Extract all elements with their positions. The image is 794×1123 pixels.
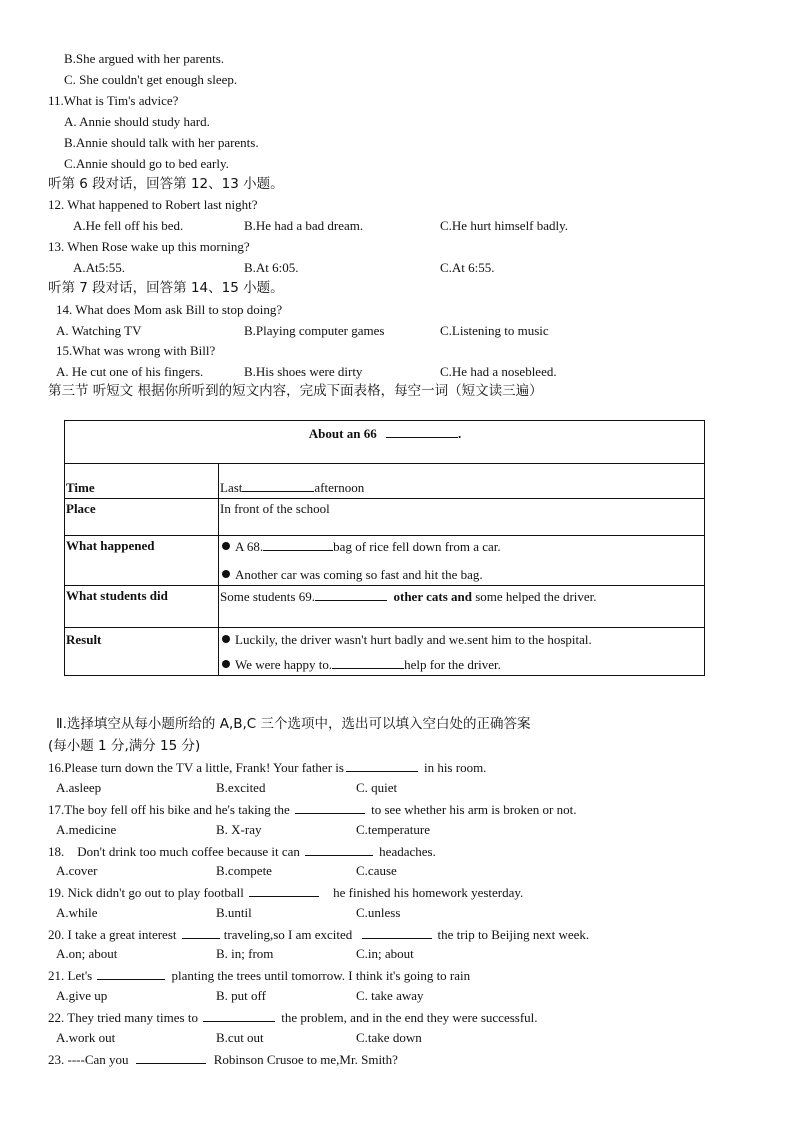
q16-stem: 16.Please turn down the TV a little, Frank! Your father is in his room. — [48, 760, 487, 775]
q18-blank[interactable] — [305, 843, 373, 856]
q14-option-b: B.Playing computer games — [244, 323, 385, 338]
q14-option-a: A. Watching TV — [56, 323, 142, 338]
q13-option-c: C.At 6:55. — [440, 260, 495, 275]
time-label: Time — [65, 464, 219, 499]
q14-option-c: C.Listening to music — [440, 323, 549, 338]
q17-option-b: B. X-ray — [216, 822, 262, 837]
q16-option-b: B.excited — [216, 780, 266, 795]
q17-option-a: A.medicine — [56, 822, 117, 837]
q12-option-b: B.He had a bad dream. — [244, 218, 364, 233]
q10-option-b: B.She argued with her parents. — [64, 51, 225, 66]
table-title: About an 66 . — [65, 421, 705, 464]
q23-stem: 23. ----Can you Robinson Crusoe to me,Mr. Smith? — [48, 1052, 398, 1067]
q15-stem: 15.What was wrong with Bill? — [56, 343, 216, 358]
place-label: Place — [65, 499, 219, 536]
q11-option-b: B.Annie should talk with her parents. — [64, 135, 259, 150]
q21-option-b: B. put off — [216, 988, 266, 1003]
q19-stem: 19. Nick didn't go out to play football he finished his homework yesterday. — [48, 885, 524, 900]
blank-66[interactable] — [386, 425, 458, 438]
q22-option-a: A.work out — [56, 1030, 116, 1045]
bullet-icon — [222, 570, 230, 578]
q16-option-c: C. quiet — [356, 780, 398, 795]
q19-option-b: B.until — [216, 905, 252, 920]
q20-blank-1[interactable] — [182, 926, 220, 939]
q17-option-c: C.temperature — [356, 822, 430, 837]
q20-option-a: A.on; about — [56, 946, 118, 961]
table-row-happened — [65, 536, 705, 586]
q22-blank[interactable] — [203, 1009, 275, 1022]
q20-option-b: B. in; from — [216, 946, 274, 961]
listening-table — [64, 420, 705, 676]
q13-option-a: A.At5:55. — [73, 260, 125, 275]
q19-option-a: A.while — [56, 905, 98, 920]
q17-blank[interactable] — [295, 801, 365, 814]
table-title-row — [65, 421, 705, 464]
q19-option-c: C.unless — [356, 905, 401, 920]
blank-67[interactable] — [242, 479, 314, 492]
q14-stem: 14. What does Mom ask Bill to stop doing? — [56, 302, 283, 317]
blank-68[interactable] — [263, 538, 333, 551]
q20-option-c: C.in; about — [356, 946, 414, 961]
section-7-instruction: 听第 7 段对话，回答第 14、15 小题。 — [48, 280, 284, 296]
q11-option-a: A. Annie should study hard. — [64, 114, 210, 129]
happened-value: A 68. bag of rice fell down from a car. Another car was coming so fast and hit the bag. — [219, 536, 705, 586]
q11-option-c: C.Annie should go to bed early. — [64, 156, 229, 171]
bullet-icon — [222, 635, 230, 643]
students-value: Some students 69. other cats and some helped the driver. — [219, 586, 705, 628]
q22-option-b: B.cut out — [216, 1030, 264, 1045]
q12-option-c: C.He hurt himself badly. — [440, 218, 569, 233]
q15-option-c: C.He had a nosebleed. — [440, 364, 557, 379]
table-row-result — [65, 628, 705, 676]
q21-blank[interactable] — [97, 967, 165, 980]
q18-option-a: A.cover — [56, 863, 98, 878]
bullet-icon — [222, 660, 230, 668]
table-title-text: About an 66 — [308, 426, 377, 441]
q20-blank-2[interactable] — [362, 926, 432, 939]
q16-option-a: A.asleep — [56, 780, 102, 795]
q15-option-b: B.His shoes were dirty — [244, 364, 363, 379]
q10-option-c: C. She couldn't get enough sleep. — [64, 72, 238, 87]
part2-note: (每小题 1 分,满分 15 分) — [48, 738, 201, 754]
blank-70[interactable] — [332, 656, 404, 669]
q21-option-a: A.give up — [56, 988, 108, 1003]
table-row-place — [65, 499, 705, 536]
q12-stem: 12. What happened to Robert last night? — [48, 197, 258, 212]
students-label: What students did — [65, 586, 219, 628]
q13-stem: 13. When Rose wake up this morning? — [48, 239, 250, 254]
q19-blank[interactable] — [249, 884, 319, 897]
blank-69[interactable] — [315, 588, 387, 601]
q20-stem: 20. I take a great interest traveling,so I am excited the trip to Beijing next week. — [48, 927, 590, 942]
q16-blank[interactable] — [346, 759, 418, 772]
q12-option-a: A.He fell off his bed. — [73, 218, 184, 233]
time-value: Last afternoon — [219, 464, 705, 499]
table-row-students — [65, 586, 705, 628]
q21-stem: 21. Let's planting the trees until tomorrow. I think it's going to rain — [48, 968, 471, 983]
happened-label: What happened — [65, 536, 219, 586]
q22-option-c: C.take down — [356, 1030, 422, 1045]
q18-stem: 18. Don't drink too much coffee because it can headaches. — [48, 844, 436, 859]
q13-option-b: B.At 6:05. — [244, 260, 299, 275]
table-row-time — [65, 464, 705, 499]
part2-heading: Ⅱ.选择填空从每小题所给的 A,B,C 三个选项中，选出可以填入空白处的正确答案 — [56, 716, 531, 732]
place-value: In front of the school — [219, 499, 705, 536]
q18-option-b: B.compete — [216, 863, 272, 878]
result-value: Luckily, the driver wasn't hurt badly and we.sent him to the hospital. We were happy to. help for the driver. — [219, 628, 705, 676]
part3-heading: 第三节 听短文 根据你所听到的短文内容，完成下面表格，每空一词（短文读三遍） — [48, 383, 543, 399]
q21-option-c: C. take away — [356, 988, 424, 1003]
q23-blank[interactable] — [136, 1051, 206, 1064]
q15-option-a: A. He cut one of his fingers. — [56, 364, 204, 379]
bullet-icon — [222, 542, 230, 550]
q18-option-c: C.cause — [356, 863, 397, 878]
section-6-instruction: 听第 6 段对话，回答第 12、13 小题。 — [48, 176, 284, 192]
result-label: Result — [65, 628, 219, 676]
q17-stem: 17.The boy fell off his bike and he's taking the to see whether his arm is broken or not. — [48, 802, 577, 817]
q22-stem: 22. They tried many times to the problem, and in the end they were successful. — [48, 1010, 538, 1025]
q11-stem: 11.What is Tim's advice? — [48, 93, 179, 108]
